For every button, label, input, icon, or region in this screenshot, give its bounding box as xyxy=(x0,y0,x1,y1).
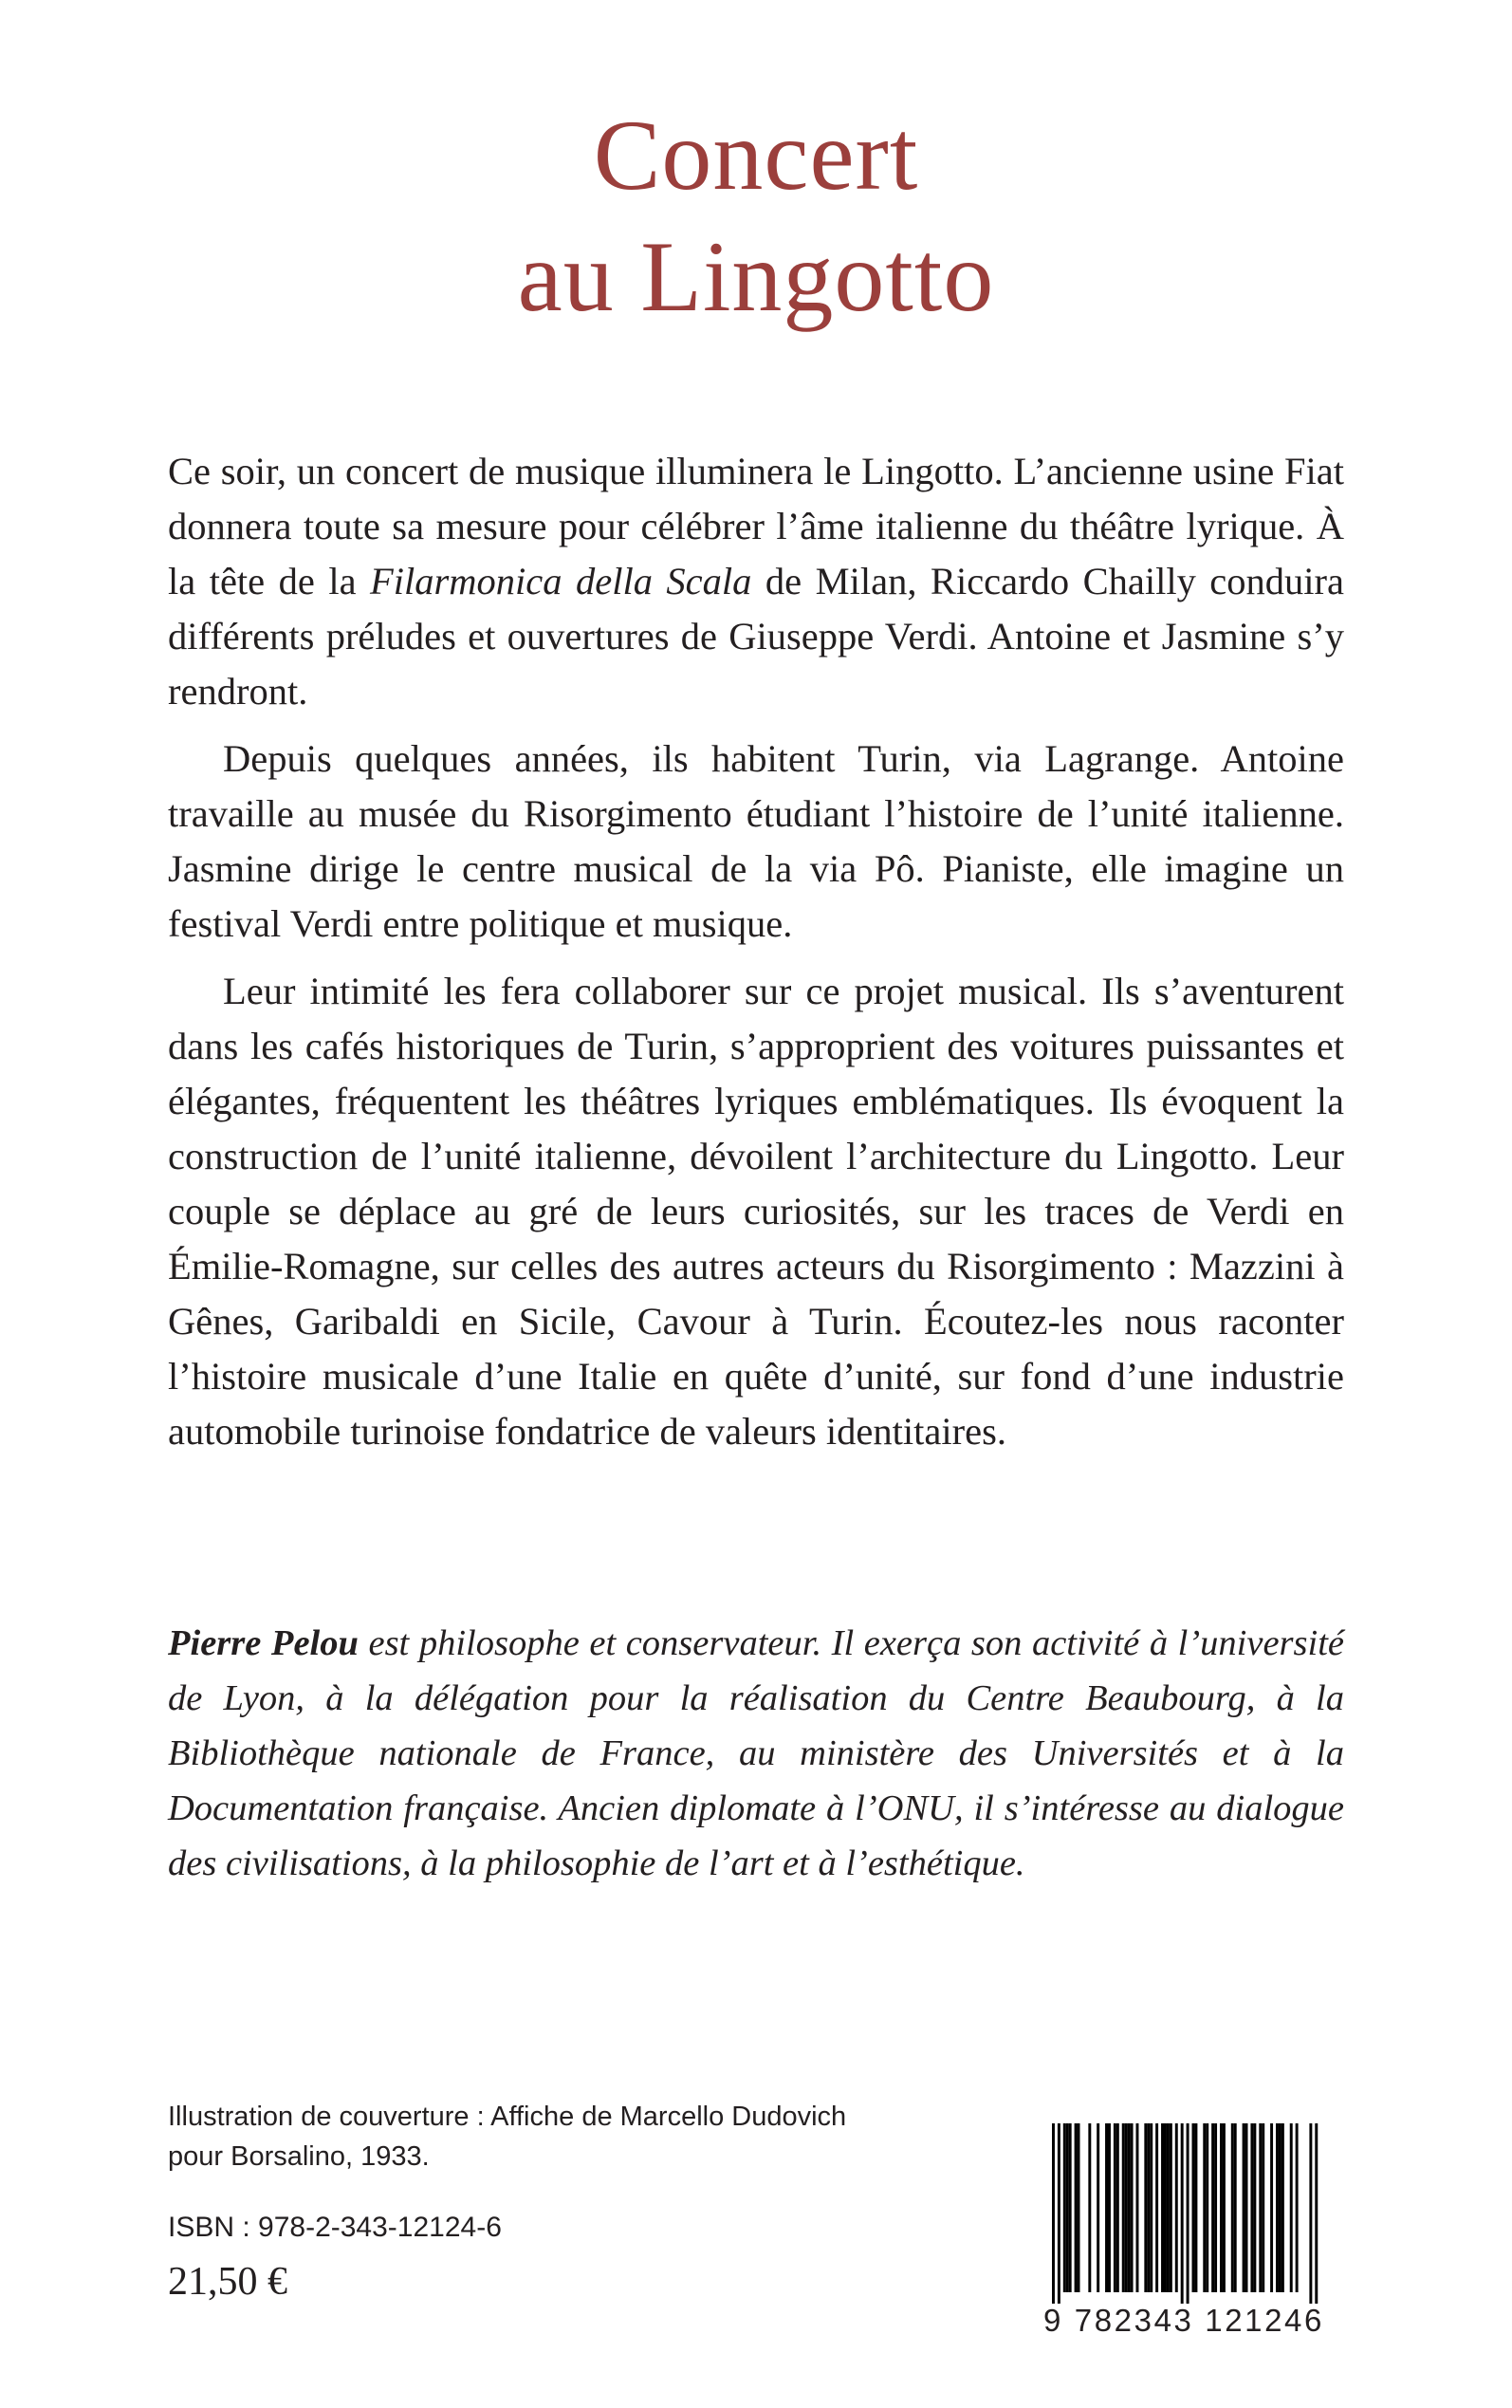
barcode-digits: 9 782343 121246 xyxy=(1043,2303,1324,2338)
blurb-paragraph-2: Depuis quelques années, ils habitent Turin, via Lagrange. Antoine travaille au musée du Risorgimento étudiant l’histoire de l’unité italienne. Jasmine dirige le centre musical de la via Pô. Pianiste, elle imagine un festival Verdi entre politique et musique. xyxy=(168,737,1344,945)
barcode-bar xyxy=(1270,2123,1273,2292)
barcode-bar xyxy=(1069,2123,1072,2292)
credit-line-2: pour Borsalino, 1933. xyxy=(168,2141,430,2172)
barcode-bar xyxy=(1203,2123,1206,2292)
barcode-bar xyxy=(1296,2123,1299,2292)
barcode-bars xyxy=(1031,2123,1337,2304)
barcode-bar xyxy=(1250,2123,1253,2292)
barcode-bar xyxy=(1181,2123,1184,2304)
barcode-bar xyxy=(1192,2123,1195,2292)
barcode-bar xyxy=(1223,2123,1226,2292)
barcode-bar xyxy=(1170,2123,1172,2292)
barcode-bar xyxy=(1136,2123,1139,2292)
barcode-bar xyxy=(1147,2123,1150,2292)
blurb-p1-italic: Filarmonica della Scala xyxy=(370,560,752,602)
barcode-bar xyxy=(1187,2123,1189,2304)
barcode-bar xyxy=(1259,2123,1262,2292)
barcode-bar xyxy=(1125,2123,1128,2292)
blurb-paragraph-1 xyxy=(168,444,1344,719)
barcode-bar xyxy=(1108,2123,1111,2292)
back-cover-blurb xyxy=(168,444,1344,1472)
barcode-bar xyxy=(1315,2123,1318,2304)
barcode-bar xyxy=(1164,2123,1167,2292)
blurb-p1-end: de Milan, Riccardo Chailly conduira différents préludes et ouvertures de Giuseppe Verdi. Antoine et Jasmine s’y rendront. xyxy=(168,560,1344,713)
barcode-bar xyxy=(1114,2123,1116,2292)
barcode-bar xyxy=(1290,2123,1293,2292)
book-title xyxy=(0,95,1512,338)
barcode-bar xyxy=(1078,2123,1080,2292)
price: 21,50 € xyxy=(168,2260,287,2304)
barcode-bar xyxy=(1279,2123,1282,2292)
barcode-bar xyxy=(1245,2123,1248,2292)
barcode-bar xyxy=(1088,2123,1091,2292)
barcode-bar xyxy=(1063,2123,1066,2292)
barcode-bar xyxy=(1253,2123,1256,2292)
barcode-bar xyxy=(1155,2123,1158,2292)
barcode-bar xyxy=(1144,2123,1147,2292)
credit-line-1: Illustration de couverture : Affiche de Marcello Dudovich xyxy=(168,2102,847,2132)
barcode-bar xyxy=(1128,2123,1131,2292)
barcode-bar xyxy=(1220,2123,1223,2292)
barcode-bar xyxy=(1066,2123,1069,2292)
barcode-bar xyxy=(1097,2123,1099,2292)
barcode-bar xyxy=(1211,2123,1214,2292)
title-line-1: Concert xyxy=(593,100,919,211)
barcode-bar xyxy=(1058,2123,1060,2304)
title-line-2: au Lingotto xyxy=(517,221,995,332)
author-bio xyxy=(168,1616,1344,1891)
barcode-bar xyxy=(1161,2123,1164,2292)
barcode-bar xyxy=(1262,2123,1264,2292)
barcode-bar xyxy=(1131,2123,1134,2292)
barcode-bar xyxy=(1243,2123,1245,2292)
barcode-bar xyxy=(1105,2123,1108,2292)
barcode-bar xyxy=(1276,2123,1279,2292)
barcode-bar xyxy=(1194,2123,1197,2292)
barcode-bar xyxy=(1167,2123,1170,2292)
barcode-bar xyxy=(1122,2123,1125,2292)
barcode-bar xyxy=(1282,2123,1284,2292)
barcode-bar xyxy=(1075,2123,1078,2292)
barcode-bar xyxy=(1150,2123,1152,2292)
author-name: Pierre Pelou xyxy=(168,1623,359,1663)
barcode-bar xyxy=(1309,2123,1312,2304)
blurb-paragraph-3: Leur intimité les fera collaborer sur ce projet musical. Ils s’aventurent dans les cafés historiques de Turin, s’approprient des voitures puissantes et élégantes, fréquentent les théâtres lyriques emblématiques. Ils évoquent la construction de l’unité italienne, dévoilent l’architecture du Lingotto. Leur couple se déplace au gré de leurs curiosités, sur les traces de Verdi en Émilie-Romagne, sur celles des autres acteurs du Risorgimento : Mazzini à Gênes, Garibaldi en Sicile, Cavour à Turin. Écoutez-les nous raconter l’histoire musicale d’une Italie en quête d’unité, sur fond d’une industrie automobile turinoise fondatrice de valeurs identitaires. xyxy=(168,970,1344,1453)
barcode-bar xyxy=(1231,2123,1234,2292)
barcode-bar xyxy=(1052,2123,1055,2304)
barcode-bar xyxy=(1206,2123,1208,2292)
barcode-bar xyxy=(1175,2123,1178,2292)
barcode-bar xyxy=(1116,2123,1119,2292)
cover-illustration-credit xyxy=(168,2097,1022,2176)
blurb-p1-start: Ce soir, un concert de musique illuminera le Lingotto. L’ancienne usine Fiat donnera toute sa mesure pour célébrer l’âme italienne du théâtre lyrique. À la tête de la xyxy=(168,450,1344,602)
barcode xyxy=(1031,2123,1337,2343)
author-bio-text: est philosophe et conservateur. Il exerça son activité à l’université de Lyon, à la délégation pour la réalisation du Centre Beaubourg, à la Bibliothèque nationale de France, au ministère des Universités et à la Documentation française. Ancien diplomate à l’ONU, il s’intéresse au dialogue des civilisations, à la philosophie de l’art et à l’esthétique. xyxy=(168,1623,1345,1883)
barcode-bar xyxy=(1234,2123,1237,2292)
barcode-bar xyxy=(1214,2123,1217,2292)
isbn: ISBN : 978-2-343-12124-6 xyxy=(168,2212,502,2243)
